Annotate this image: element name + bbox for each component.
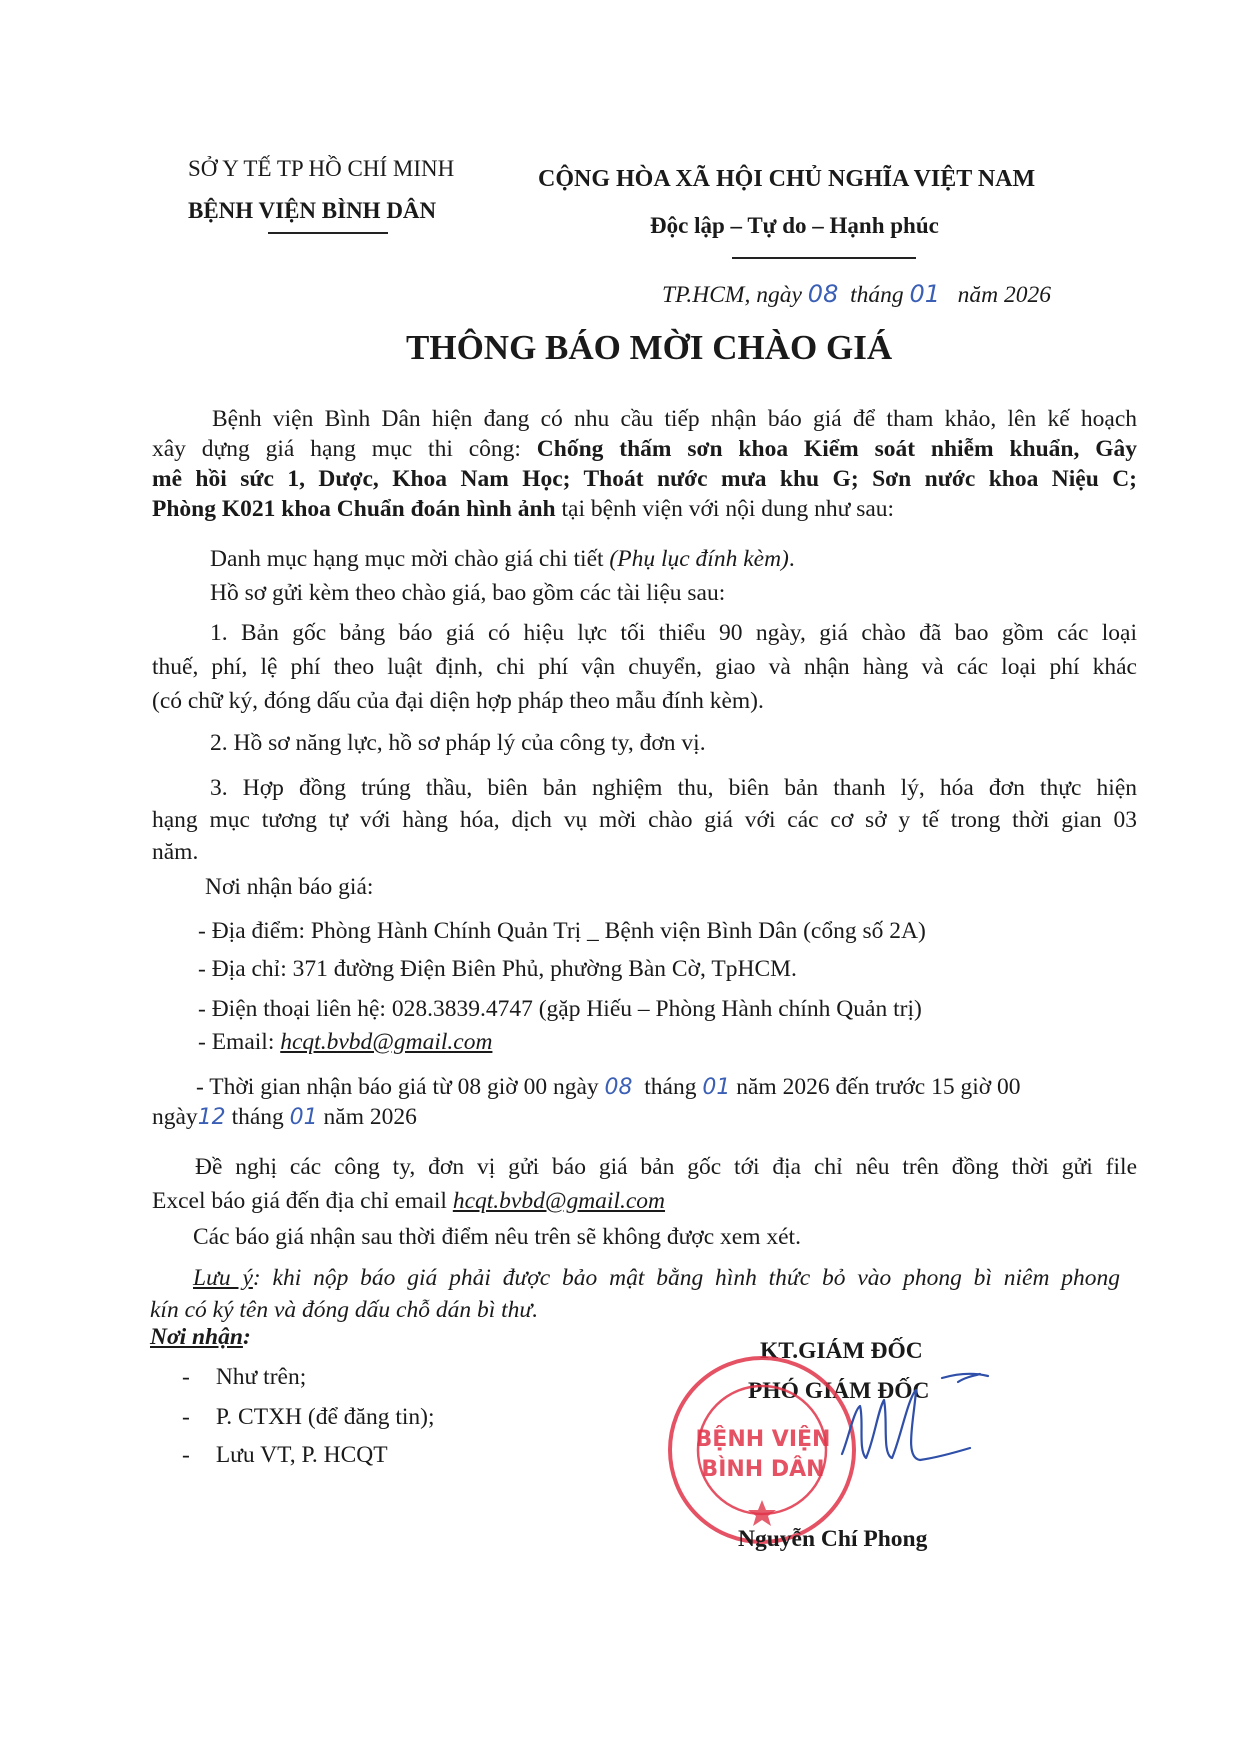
recipient-text: Lưu VT, P. HCQT: [215, 1442, 388, 1468]
note-label: Lưu ý: [193, 1265, 253, 1291]
time-line-1: [196, 1074, 1021, 1101]
recipient-text: Như trên;: [215, 1364, 307, 1390]
handwritten-signature: [838, 1370, 998, 1480]
date-year: năm 2026: [957, 282, 1052, 308]
time-start: - Thời gian nhận báo giá từ 08 giờ 00 ngày: [196, 1074, 599, 1100]
recipient-item-1: [182, 1364, 306, 1391]
document-title: THÔNG BÁO MỜI CHÀO GIÁ: [406, 328, 893, 367]
request-email-link[interactable]: hcqt.bvbd@gmail.com: [452, 1188, 666, 1214]
request-paragraph: [152, 1150, 1137, 1218]
right-header-rule: [732, 257, 916, 259]
recipient-item-2: [182, 1404, 435, 1431]
request-line-2-plain: Excel báo giá đến địa chỉ email: [152, 1188, 453, 1214]
recipient-dash: -: [182, 1442, 190, 1468]
receive-heading: Nơi nhận báo giá:: [205, 874, 374, 900]
catalog-appendix: (Phụ lục đính kèm): [609, 546, 789, 572]
item-3-line-1: 3. Hợp đồng trúng thầu, biên bản nghiệm thu, biên bản thanh lý, hóa đơn thực hiện: [210, 775, 1137, 801]
signature-title-2: PHÓ GIÁM ĐỐC: [748, 1378, 930, 1404]
intro-paragraph: [152, 404, 1137, 524]
date-day-handwritten: 08: [807, 280, 839, 308]
note-line-1: [150, 1262, 1120, 1294]
time-day2-handwritten: 12: [197, 1105, 226, 1130]
item-1-line-1: 1. Bản gốc bảng báo giá có hiệu lực tối thiểu 90 ngày, giá chào đã bao gồm các loại: [210, 620, 1137, 646]
receive-address: - Địa chỉ: 371 đường Điện Biên Phủ, phường Bàn Cờ, TpHCM.: [198, 956, 797, 982]
intro-line-3: mê hồi sức 1, Dược, Khoa Nam Học; Thoát nước mưa khu G; Sơn nước khoa Niệu C;: [152, 466, 1137, 492]
request-line-2: [152, 1184, 1137, 1218]
date-month-label: tháng: [850, 282, 904, 308]
signer-name: Nguyễn Chí Phong: [738, 1526, 928, 1552]
time-month-label-1: tháng: [644, 1074, 697, 1100]
time-year-2: năm 2026: [323, 1104, 417, 1130]
department-name: SỞ Y TẾ TP HỒ CHÍ MINH: [188, 156, 455, 181]
item-3-line-3: năm.: [152, 839, 199, 865]
item-3: [152, 772, 1137, 868]
time-month2-handwritten: 01: [289, 1105, 318, 1130]
date-month-handwritten: 01: [909, 280, 941, 308]
intro-line-2-plain: xây dựng giá hạng mục thi công:: [152, 436, 537, 462]
left-header-rule: [268, 232, 388, 234]
late-note: Các báo giá nhận sau thời điểm nêu trên sẽ không được xem xét.: [193, 1224, 801, 1250]
motto: Độc lập – Tự do – Hạnh phúc: [650, 213, 939, 238]
recipients-heading-colon: :: [242, 1324, 251, 1350]
recipients-heading-text: Nơi nhận: [150, 1324, 243, 1350]
intro-line-4: [152, 494, 1137, 524]
receive-phone: - Điện thoại liên hệ: 028.3839.4747 (gặp Hiếu – Phòng Hành chính Quản trị): [198, 996, 922, 1022]
stamp-text-line-2: BÌNH DÂN: [701, 1457, 825, 1482]
signature-title-1: KT.GIÁM ĐỐC: [760, 1338, 923, 1364]
time-month-label-2: tháng: [231, 1104, 284, 1130]
catalog-text: Danh mục hạng mục mời chào giá chi tiết: [210, 546, 610, 572]
country-name: CỘNG HÒA XÃ HỘI CHỦ NGHĨA VIỆT NAM: [538, 166, 1036, 192]
note-paragraph: [150, 1262, 1120, 1326]
time-end-hour: năm 2026 đến trước 15 giờ 00: [736, 1074, 1021, 1100]
email-label: - Email:: [198, 1029, 281, 1055]
date-prefix: TP.HCM, ngày: [662, 282, 802, 308]
intro-line-2-bold: Chống thấm sơn khoa Kiểm soát nhiễm khuẩn, Gây: [536, 436, 1137, 462]
intro-line-2: [152, 434, 1137, 464]
note-line-1-text: : khi nộp báo giá phải được bảo mật bằng hình thức bỏ vào phong bì niêm phong: [252, 1265, 1121, 1291]
time-day-label-2: ngày: [152, 1104, 198, 1130]
documents-intro: Hồ sơ gửi kèm theo chào giá, bao gồm các tài liệu sau:: [210, 580, 726, 606]
request-line-1: Đề nghị các công ty, đơn vị gửi báo giá bản gốc tới địa chỉ nêu trên đồng thời gửi file: [195, 1154, 1137, 1180]
date-line: [662, 280, 1051, 309]
receive-location: - Địa điểm: Phòng Hành Chính Quản Trị _ Bệnh viện Bình Dân (cổng số 2A): [198, 918, 926, 944]
recipient-dash: -: [182, 1364, 190, 1390]
item-1-line-2: thuế, phí, lệ phí theo luật định, chi phí vận chuyển, giao và nhận hàng và các loại phí khác: [152, 654, 1137, 680]
hospital-name: BỆNH VIỆN BÌNH DÂN: [188, 198, 437, 223]
stamp-star-icon: [748, 1500, 776, 1526]
recipient-item-3: [182, 1442, 388, 1469]
time-day1-handwritten: 08: [604, 1075, 633, 1100]
receive-email-line: [198, 1029, 492, 1056]
item-2: 2. Hồ sơ năng lực, hồ sơ pháp lý của công ty, đơn vị.: [210, 730, 706, 756]
recipients-heading: [150, 1324, 251, 1351]
recipient-dash: -: [182, 1404, 190, 1430]
intro-line-4-bold: Phòng K021 khoa Chuẩn đoán hình ảnh: [152, 496, 556, 522]
intro-line-4-plain: tại bệnh viện với nội dung như sau:: [555, 496, 895, 522]
item-1: [152, 616, 1137, 718]
time-month1-handwritten: 01: [702, 1075, 731, 1100]
note-line-2: kín có ký tên và đóng dấu chỗ dán bì thư.: [150, 1297, 539, 1323]
item-3-line-2: hạng mục tương tự với hàng hóa, dịch vụ mời chào giá với các cơ sở y tế trong thời gian 03: [152, 807, 1137, 833]
official-seal-stamp: [664, 1352, 860, 1548]
time-line-2: [152, 1104, 417, 1131]
item-1-line-3: (có chữ ký, đóng dấu của đại diện hợp pháp theo mẫu đính kèm).: [152, 688, 764, 714]
catalog-line: [210, 546, 795, 573]
email-link[interactable]: hcqt.bvbd@gmail.com: [280, 1029, 493, 1055]
stamp-text-line-1: BỆNH VIỆN: [695, 1427, 831, 1452]
recipient-text: P. CTXH (để đăng tin);: [215, 1404, 435, 1430]
intro-line-1: Bệnh viện Bình Dân hiện đang có nhu cầu tiếp nhận báo giá để tham khảo, lên kế hoạch: [212, 406, 1137, 432]
catalog-end: .: [788, 546, 795, 572]
